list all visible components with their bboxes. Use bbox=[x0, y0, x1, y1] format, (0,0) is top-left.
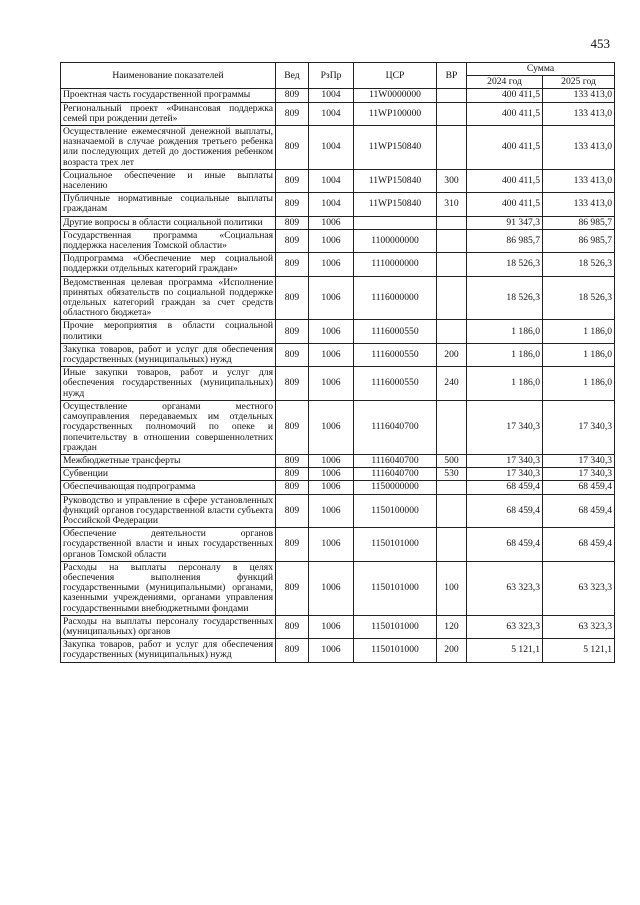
table-row bbox=[61, 89, 615, 102]
row-sum-2024: 68 459,4 bbox=[467, 481, 543, 494]
row-sum-2024: 1 186,0 bbox=[467, 367, 543, 401]
table-row bbox=[61, 468, 615, 481]
row-sum-2025: 17 340,3 bbox=[543, 468, 615, 481]
row-rzpr: 1004 bbox=[309, 126, 354, 170]
row-sum-2025: 63 323,3 bbox=[543, 561, 615, 615]
row-sum-2024: 91 347,3 bbox=[467, 216, 543, 229]
row-csr: 1116000550 bbox=[354, 343, 437, 366]
row-ved: 809 bbox=[276, 454, 309, 467]
header-vr: ВР bbox=[437, 63, 467, 89]
row-vr: 200 bbox=[437, 639, 467, 662]
row-vr: 200 bbox=[437, 343, 467, 366]
table-row bbox=[61, 561, 615, 615]
row-rzpr: 1004 bbox=[309, 89, 354, 102]
table-row bbox=[61, 253, 615, 276]
row-name: Межбюджетные трансферты bbox=[61, 454, 276, 467]
row-sum-2024: 18 526,3 bbox=[467, 276, 543, 320]
row-ved: 809 bbox=[276, 494, 309, 528]
row-rzpr: 1004 bbox=[309, 169, 354, 192]
row-csr: 1150101000 bbox=[354, 639, 437, 662]
row-vr bbox=[437, 320, 467, 343]
row-rzpr: 1006 bbox=[309, 343, 354, 366]
row-vr bbox=[437, 276, 467, 320]
header-name: Наименование показателей bbox=[61, 63, 276, 89]
row-ved: 809 bbox=[276, 343, 309, 366]
row-vr bbox=[437, 229, 467, 252]
row-vr bbox=[437, 400, 467, 454]
row-vr: 100 bbox=[437, 561, 467, 615]
table-row bbox=[61, 193, 615, 216]
row-ved: 809 bbox=[276, 320, 309, 343]
table-row bbox=[61, 615, 615, 638]
row-sum-2025: 86 985,7 bbox=[543, 216, 615, 229]
row-rzpr: 1006 bbox=[309, 253, 354, 276]
header-csr: ЦСР bbox=[354, 63, 437, 89]
row-rzpr: 1006 bbox=[309, 320, 354, 343]
row-vr bbox=[437, 528, 467, 562]
row-sum-2024: 1 186,0 bbox=[467, 343, 543, 366]
row-name: Подпрограмма «Обеспечение мер социальной поддержки отдельных категорий граждан» bbox=[61, 253, 276, 276]
row-sum-2025: 63 323,3 bbox=[543, 615, 615, 638]
table-row bbox=[61, 229, 615, 252]
row-vr bbox=[437, 253, 467, 276]
table-row bbox=[61, 528, 615, 562]
row-ved: 809 bbox=[276, 615, 309, 638]
row-csr: 1116000550 bbox=[354, 320, 437, 343]
row-csr: 1150000000 bbox=[354, 481, 437, 494]
row-sum-2025: 17 340,3 bbox=[543, 454, 615, 467]
row-sum-2025: 133 413,0 bbox=[543, 102, 615, 125]
row-rzpr: 1006 bbox=[309, 229, 354, 252]
row-name: Социальное обеспечение и иные выплаты населению bbox=[61, 169, 276, 192]
row-vr: 500 bbox=[437, 454, 467, 467]
row-csr: 1116040700 bbox=[354, 400, 437, 454]
row-name: Региональный проект «Финансовая поддержка семей при рождении детей» bbox=[61, 102, 276, 125]
header-ved: Вед bbox=[276, 63, 309, 89]
table-row bbox=[61, 639, 615, 662]
table-row bbox=[61, 169, 615, 192]
header-year-2025: 2025 год bbox=[543, 76, 615, 89]
row-csr: 11WP150840 bbox=[354, 193, 437, 216]
row-name: Государственная программа «Социальная поддержка населения Томской области» bbox=[61, 229, 276, 252]
row-csr bbox=[354, 216, 437, 229]
row-ved: 809 bbox=[276, 126, 309, 170]
row-csr: 1100000000 bbox=[354, 229, 437, 252]
header-year-2024: 2024 год bbox=[467, 76, 543, 89]
row-vr: 240 bbox=[437, 367, 467, 401]
row-ved: 809 bbox=[276, 276, 309, 320]
row-sum-2024: 1 186,0 bbox=[467, 320, 543, 343]
row-sum-2024: 400 411,5 bbox=[467, 89, 543, 102]
row-sum-2025: 68 459,4 bbox=[543, 494, 615, 528]
table-header bbox=[61, 63, 615, 89]
row-vr bbox=[437, 89, 467, 102]
row-vr: 310 bbox=[437, 193, 467, 216]
table-row bbox=[61, 216, 615, 229]
row-sum-2024: 18 526,3 bbox=[467, 253, 543, 276]
row-name: Расходы на выплаты персоналу государственных (муниципальных) органов bbox=[61, 615, 276, 638]
row-ved: 809 bbox=[276, 561, 309, 615]
row-csr: 11WP100000 bbox=[354, 102, 437, 125]
row-sum-2025: 133 413,0 bbox=[543, 193, 615, 216]
row-name: Прочие мероприятия в области социальной политики bbox=[61, 320, 276, 343]
row-sum-2024: 5 121,1 bbox=[467, 639, 543, 662]
row-sum-2025: 5 121,1 bbox=[543, 639, 615, 662]
row-sum-2025: 18 526,3 bbox=[543, 253, 615, 276]
row-sum-2024: 17 340,3 bbox=[467, 400, 543, 454]
row-ved: 809 bbox=[276, 229, 309, 252]
row-ved: 809 bbox=[276, 468, 309, 481]
row-csr: 1116000000 bbox=[354, 276, 437, 320]
row-name: Закупка товаров, работ и услуг для обеспечения государственных (муниципальных) нужд bbox=[61, 639, 276, 662]
row-ved: 809 bbox=[276, 216, 309, 229]
row-name: Закупка товаров, работ и услуг для обеспечения государственных (муниципальных) нужд bbox=[61, 343, 276, 366]
row-name: Обеспечивающая подпрограмма bbox=[61, 481, 276, 494]
row-sum-2025: 133 413,0 bbox=[543, 126, 615, 170]
row-sum-2025: 1 186,0 bbox=[543, 343, 615, 366]
row-sum-2025: 86 985,7 bbox=[543, 229, 615, 252]
row-sum-2024: 63 323,3 bbox=[467, 615, 543, 638]
row-ved: 809 bbox=[276, 89, 309, 102]
row-name: Субвенции bbox=[61, 468, 276, 481]
row-rzpr: 1006 bbox=[309, 561, 354, 615]
table-row bbox=[61, 400, 615, 454]
row-sum-2024: 17 340,3 bbox=[467, 468, 543, 481]
row-vr bbox=[437, 481, 467, 494]
row-sum-2024: 68 459,4 bbox=[467, 528, 543, 562]
row-name: Расходы на выплаты персоналу в целях обеспечения выполнения функций государственными (муниципальными) органами, казенными учреждениями, органами управления государственными внебюджетными фондами bbox=[61, 561, 276, 615]
row-csr: 1110000000 bbox=[354, 253, 437, 276]
row-rzpr: 1006 bbox=[309, 468, 354, 481]
row-rzpr: 1006 bbox=[309, 367, 354, 401]
row-rzpr: 1006 bbox=[309, 481, 354, 494]
row-vr: 530 bbox=[437, 468, 467, 481]
table-row bbox=[61, 343, 615, 366]
table-row bbox=[61, 126, 615, 170]
table-row bbox=[61, 481, 615, 494]
row-ved: 809 bbox=[276, 367, 309, 401]
row-vr bbox=[437, 102, 467, 125]
row-ved: 809 bbox=[276, 639, 309, 662]
row-vr: 120 bbox=[437, 615, 467, 638]
row-sum-2024: 63 323,3 bbox=[467, 561, 543, 615]
row-sum-2024: 400 411,5 bbox=[467, 102, 543, 125]
table-row bbox=[61, 102, 615, 125]
page-number: 453 bbox=[590, 36, 610, 51]
row-sum-2024: 17 340,3 bbox=[467, 454, 543, 467]
row-csr: 1150101000 bbox=[354, 528, 437, 562]
row-name: Другие вопросы в области социальной политики bbox=[61, 216, 276, 229]
row-rzpr: 1006 bbox=[309, 216, 354, 229]
row-rzpr: 1004 bbox=[309, 102, 354, 125]
table-row bbox=[61, 367, 615, 401]
row-name: Ведомственная целевая программа «Исполнение принятых обязательств по социальной поддержке отдельных категорий граждан за счет средств областного бюджета» bbox=[61, 276, 276, 320]
row-csr: 1150101000 bbox=[354, 615, 437, 638]
row-csr: 1150100000 bbox=[354, 494, 437, 528]
table-row bbox=[61, 320, 615, 343]
row-csr: 1116040700 bbox=[354, 454, 437, 467]
row-name: Осуществление органами местного самоуправления передаваемых им отдельных государственных полномочий по опеке и попечительству в отношении совершеннолетних граждан bbox=[61, 400, 276, 454]
row-ved: 809 bbox=[276, 253, 309, 276]
row-sum-2025: 17 340,3 bbox=[543, 400, 615, 454]
row-ved: 809 bbox=[276, 400, 309, 454]
row-name: Осуществление ежемесячной денежной выплаты, назначаемой в случае рождения третьего ребенка или последующих детей до достижения ребенком возраста трех лет bbox=[61, 126, 276, 170]
row-ved: 809 bbox=[276, 481, 309, 494]
row-csr: 11WP150840 bbox=[354, 126, 437, 170]
row-rzpr: 1006 bbox=[309, 400, 354, 454]
header-sum: Сумма bbox=[467, 63, 615, 76]
row-rzpr: 1006 bbox=[309, 276, 354, 320]
row-sum-2025: 68 459,4 bbox=[543, 481, 615, 494]
row-sum-2025: 68 459,4 bbox=[543, 528, 615, 562]
row-csr: 11W0000000 bbox=[354, 89, 437, 102]
row-rzpr: 1006 bbox=[309, 494, 354, 528]
row-sum-2025: 133 413,0 bbox=[543, 169, 615, 192]
row-csr: 1116040700 bbox=[354, 468, 437, 481]
row-vr: 300 bbox=[437, 169, 467, 192]
row-rzpr: 1006 bbox=[309, 639, 354, 662]
row-sum-2024: 400 411,5 bbox=[467, 169, 543, 192]
header-rzpr: РзПр bbox=[309, 63, 354, 89]
row-csr: 1116000550 bbox=[354, 367, 437, 401]
row-sum-2025: 1 186,0 bbox=[543, 320, 615, 343]
table-body bbox=[61, 89, 615, 662]
row-sum-2024: 86 985,7 bbox=[467, 229, 543, 252]
row-name: Иные закупки товаров, работ и услуг для обеспечения государственных (муниципальных) нужд bbox=[61, 367, 276, 401]
table-row bbox=[61, 454, 615, 467]
row-name: Публичные нормативные социальные выплаты гражданам bbox=[61, 193, 276, 216]
row-sum-2024: 68 459,4 bbox=[467, 494, 543, 528]
budget-table bbox=[60, 62, 615, 663]
row-ved: 809 bbox=[276, 169, 309, 192]
table-row bbox=[61, 494, 615, 528]
row-sum-2024: 400 411,5 bbox=[467, 126, 543, 170]
row-vr bbox=[437, 494, 467, 528]
row-sum-2025: 18 526,3 bbox=[543, 276, 615, 320]
row-rzpr: 1004 bbox=[309, 193, 354, 216]
row-vr bbox=[437, 216, 467, 229]
row-sum-2025: 133 413,0 bbox=[543, 89, 615, 102]
row-ved: 809 bbox=[276, 528, 309, 562]
row-rzpr: 1006 bbox=[309, 454, 354, 467]
row-name: Обеспечение деятельности органов государственной власти и иных государственных органов Томской области bbox=[61, 528, 276, 562]
row-name: Проектная часть государственной программы bbox=[61, 89, 276, 102]
row-ved: 809 bbox=[276, 193, 309, 216]
row-vr bbox=[437, 126, 467, 170]
row-rzpr: 1006 bbox=[309, 528, 354, 562]
row-sum-2025: 1 186,0 bbox=[543, 367, 615, 401]
table-row bbox=[61, 276, 615, 320]
row-rzpr: 1006 bbox=[309, 615, 354, 638]
row-csr: 11WP150840 bbox=[354, 169, 437, 192]
row-csr: 1150101000 bbox=[354, 561, 437, 615]
row-ved: 809 bbox=[276, 102, 309, 125]
row-sum-2024: 400 411,5 bbox=[467, 193, 543, 216]
row-name: Руководство и управление в сфере установленных функций органов государственной власти субъекта Российской Федерации bbox=[61, 494, 276, 528]
